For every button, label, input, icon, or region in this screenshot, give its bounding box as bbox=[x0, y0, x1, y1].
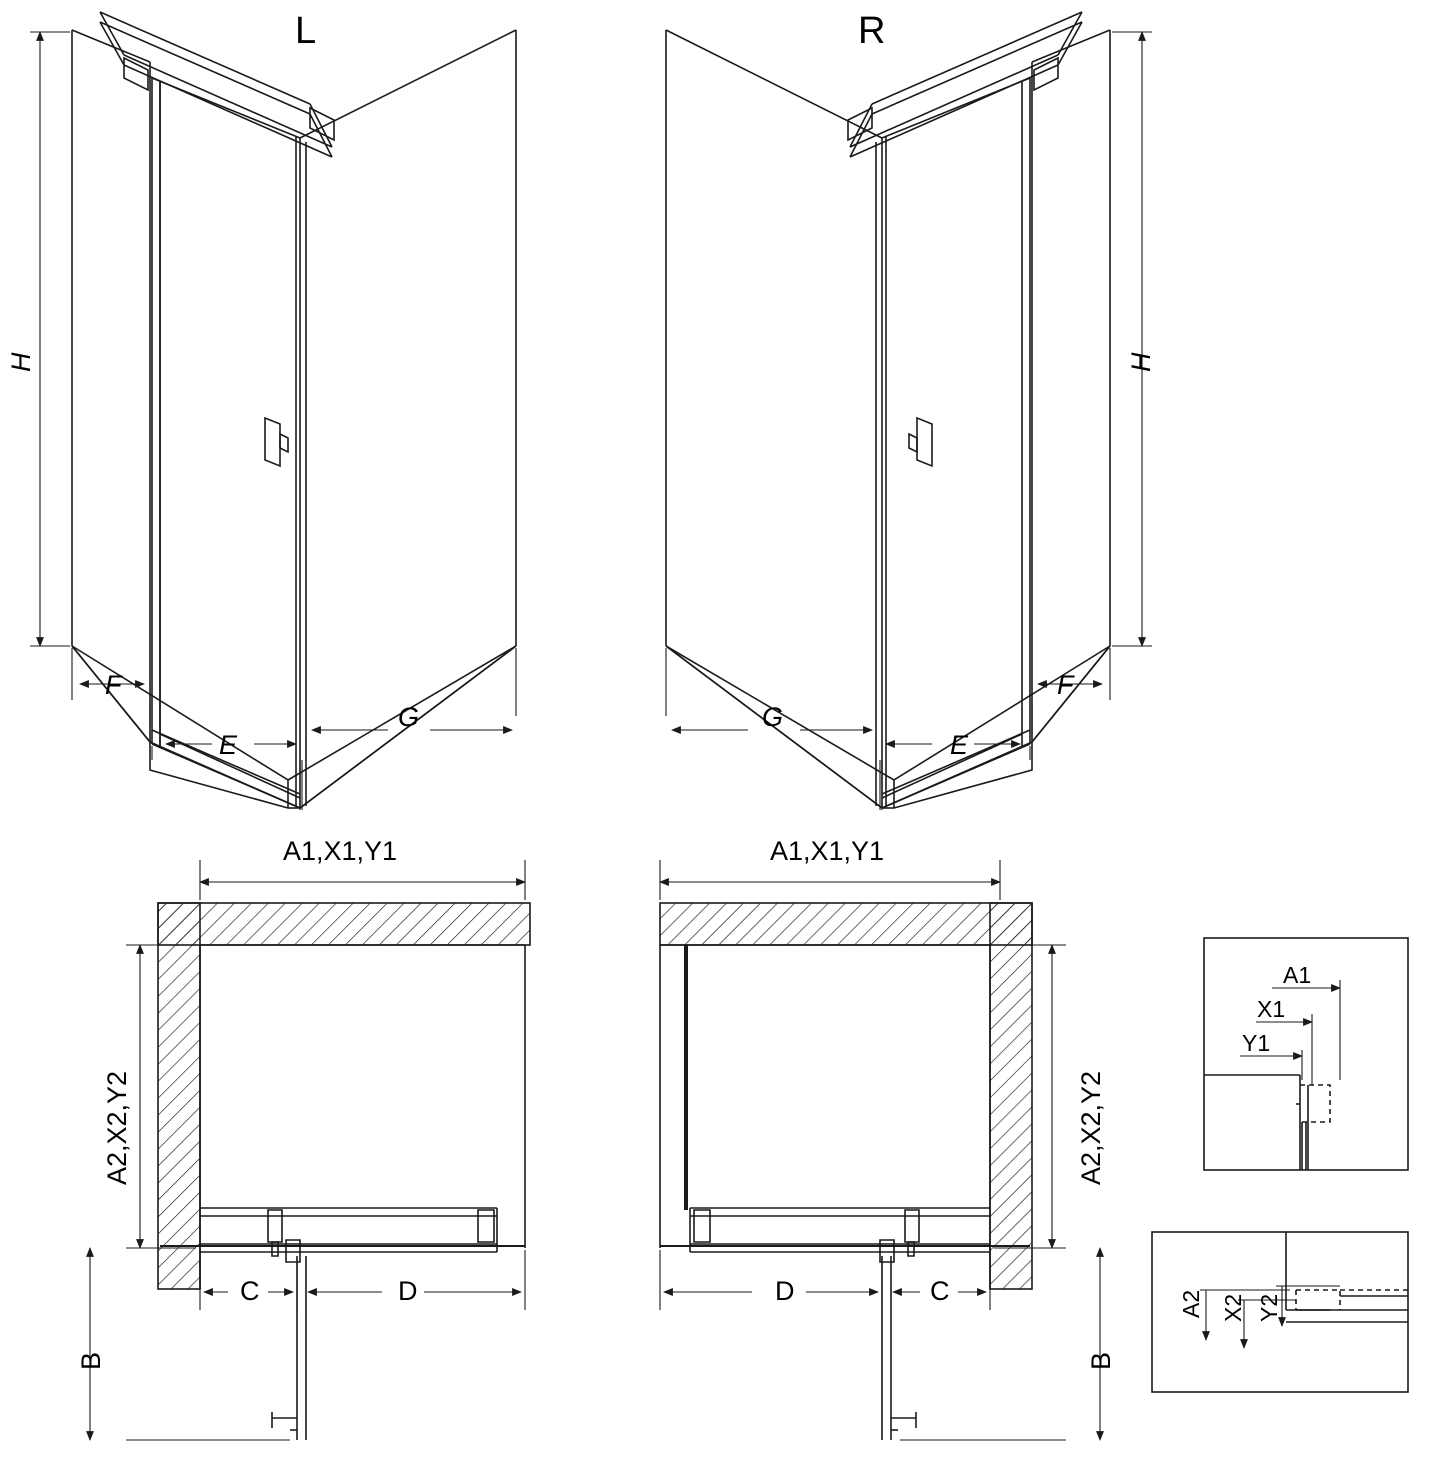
plan-right-inner-right-label: C bbox=[930, 1276, 950, 1306]
iso-right-geometry bbox=[666, 12, 1110, 808]
iso-right-dim-height bbox=[1112, 32, 1152, 646]
plan-left-side-dimension: A2,X2,Y2 bbox=[102, 1070, 132, 1185]
plan-left-inner-left-label: C bbox=[240, 1276, 260, 1306]
iso-left-variant-label: L bbox=[295, 10, 317, 52]
iso-left-geometry bbox=[72, 12, 516, 808]
iso-right-door-label: E bbox=[950, 730, 969, 760]
plan-right-dims bbox=[660, 860, 1100, 1440]
iso-left-side-panel-label: F bbox=[105, 670, 122, 700]
iso-left-dim-height bbox=[30, 32, 70, 646]
iso-left-back-panel-label: G bbox=[398, 702, 420, 732]
detail-top-label-a1: A1 bbox=[1283, 962, 1312, 988]
plan-right-geometry bbox=[660, 903, 1032, 1440]
detail-top-label-x1: X1 bbox=[1257, 996, 1286, 1022]
plan-left-geometry bbox=[158, 903, 530, 1440]
iso-left-height-label: H bbox=[6, 352, 36, 372]
iso-right-side-panel-label: F bbox=[1057, 670, 1074, 700]
plan-right-swing-dimension: B bbox=[1086, 1351, 1116, 1370]
iso-right-height-label: H bbox=[1126, 352, 1156, 372]
detail-top-label-y1: Y1 bbox=[1242, 1030, 1271, 1056]
detail-bottom-label-a2: A2 bbox=[1178, 1289, 1204, 1318]
detail-bottom-label-x2: X2 bbox=[1220, 1293, 1246, 1322]
plan-right-side-dimension: A2,X2,Y2 bbox=[1076, 1070, 1106, 1185]
iso-right-back-panel-label: G bbox=[762, 702, 784, 732]
plan-left-swing-dimension: B bbox=[76, 1351, 106, 1370]
detail-bottom-label-y2: Y2 bbox=[1256, 1293, 1282, 1322]
iso-left-door-label: E bbox=[219, 730, 238, 760]
plan-left-inner-right-label: D bbox=[398, 1276, 418, 1306]
plan-right-inner-left-label: D bbox=[775, 1276, 795, 1306]
plan-left-dims bbox=[90, 860, 525, 1440]
plan-right-top-dimension: A1,X1,Y1 bbox=[770, 836, 885, 866]
plan-left-top-dimension: A1,X1,Y1 bbox=[283, 836, 398, 866]
iso-right-variant-label: R bbox=[858, 10, 886, 52]
